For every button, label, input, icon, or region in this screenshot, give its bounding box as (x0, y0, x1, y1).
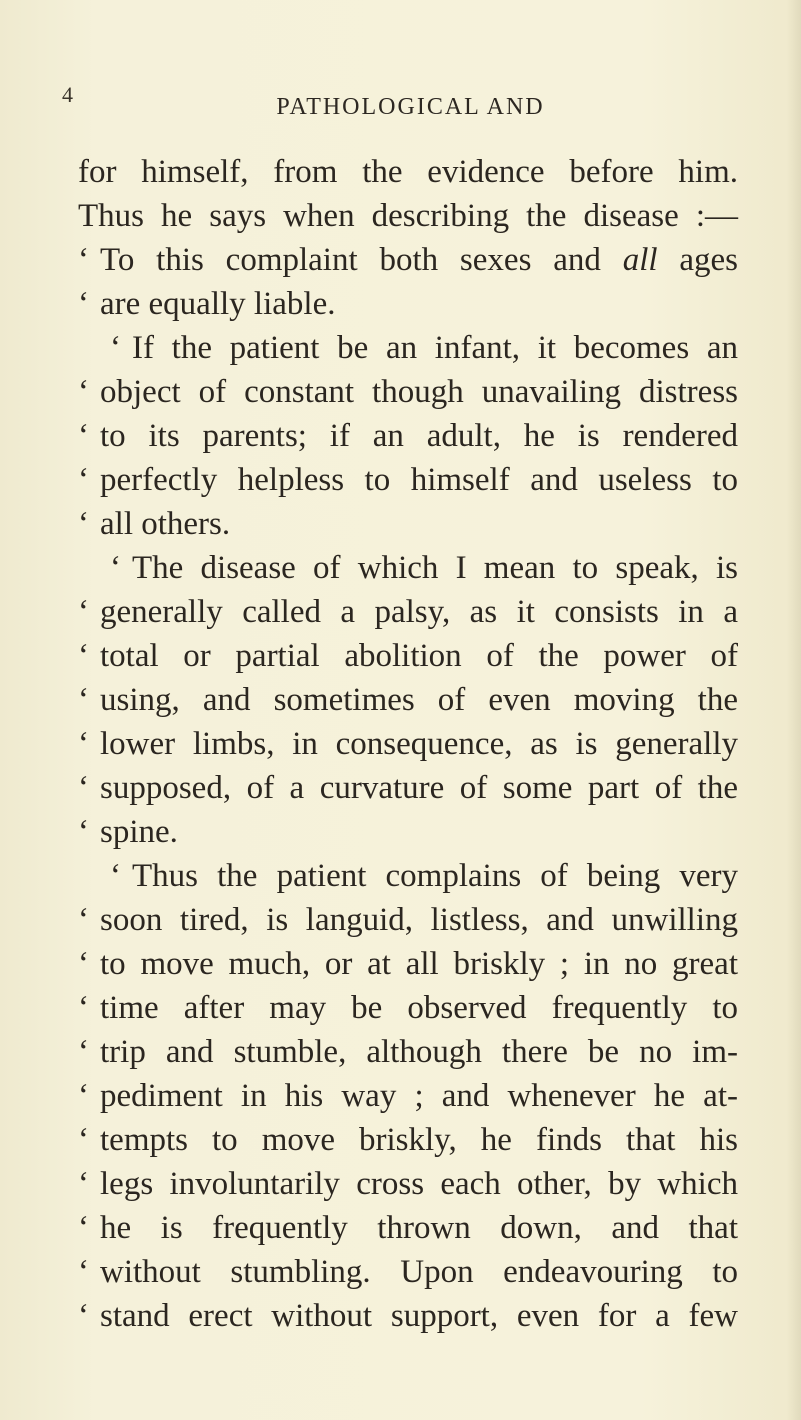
line-text: time after may be observed frequently to (100, 990, 738, 1026)
text-line (78, 1074, 738, 1118)
line-text: supposed, of a curvature of some part of the (100, 770, 738, 806)
line-text: legs involuntarily cross each other, by which (100, 1166, 738, 1202)
line-text: perfectly helpless to himself and useless to (100, 462, 738, 498)
quote-mark: ‘ (78, 374, 89, 410)
quote-mark: ‘ (78, 770, 89, 806)
quote-mark: ‘ (78, 682, 89, 718)
quote-mark: ‘ (78, 1078, 89, 1114)
text-line (78, 1118, 738, 1162)
text-line (78, 898, 738, 942)
line-text: stand erect without support, even for a few (100, 1298, 738, 1334)
quote-mark: ‘ (110, 330, 121, 366)
line-text: To this complaint both sexes and all ages (100, 242, 739, 278)
line-text: using, and sometimes of even moving the (100, 682, 738, 718)
text-line (78, 942, 738, 986)
text-line (78, 546, 738, 590)
line-text: The disease of which I mean to speak, is (132, 550, 738, 586)
line-text: to move much, or at all briskly ; in no great (100, 946, 738, 982)
line-text: tempts to move briskly, he finds that his (100, 1122, 738, 1158)
line-text: trip and stumble, although there be no im- (100, 1034, 738, 1070)
text-line (78, 414, 738, 458)
line-text: object of constant though unavailing distress (100, 374, 738, 410)
text-line (78, 590, 738, 634)
text-line (78, 1250, 738, 1294)
text-line (78, 1206, 738, 1250)
line-text: soon tired, is languid, listless, and unwilling (100, 902, 738, 938)
line-text: pediment in his way ; and whenever he at- (100, 1078, 738, 1114)
line-text: Thus he says when describing the disease :— (78, 198, 738, 234)
line-text: to its parents; if an adult, he is rendered (100, 418, 738, 454)
line-text: are equally liable. (100, 286, 336, 322)
text-line (78, 238, 738, 282)
line-text: all others. (100, 506, 231, 542)
quote-mark: ‘ (78, 418, 89, 454)
text-line (78, 502, 738, 546)
text-line (78, 678, 738, 722)
text-line (78, 458, 738, 502)
text-line (78, 810, 738, 854)
page-number: 4 (62, 82, 73, 107)
text-line (78, 854, 738, 898)
line-text: for himself, from the evidence before him. (78, 154, 738, 190)
text-line (78, 722, 738, 766)
quote-mark: ‘ (78, 1166, 89, 1202)
quote-mark: ‘ (78, 990, 89, 1026)
running-head: PATHOLOGICAL AND (276, 94, 545, 120)
text-line (78, 282, 738, 326)
quote-mark: ‘ (78, 1210, 89, 1246)
quote-mark: ‘ (78, 506, 89, 542)
italic-word: all (622, 242, 658, 278)
text-line (78, 1162, 738, 1206)
quote-mark: ‘ (78, 638, 89, 674)
quote-mark: ‘ (78, 1298, 89, 1334)
text-line (78, 986, 738, 1030)
text-line (78, 1030, 738, 1074)
quote-mark: ‘ (78, 242, 89, 278)
quote-mark: ‘ (110, 858, 121, 894)
page-edge-shadow (787, 0, 801, 1420)
quote-mark: ‘ (78, 286, 89, 322)
line-text: If the patient be an infant, it becomes an (132, 330, 738, 366)
line-text: without stumbling. Upon endeavouring to (100, 1254, 738, 1290)
line-text: spine. (100, 814, 178, 850)
text-line (78, 370, 738, 414)
text-line (78, 1294, 738, 1338)
quote-mark: ‘ (78, 1254, 89, 1290)
text-line (78, 150, 738, 194)
text-line (78, 194, 738, 238)
text-line (78, 766, 738, 810)
line-text: generally called a palsy, as it consists in a (100, 594, 738, 630)
body-text (78, 150, 738, 1338)
quote-mark: ‘ (78, 814, 89, 850)
text-line (78, 326, 738, 370)
quote-mark: ‘ (78, 462, 89, 498)
quote-mark: ‘ (78, 594, 89, 630)
line-text: total or partial abolition of the power of (100, 638, 738, 674)
quote-mark: ‘ (78, 1122, 89, 1158)
line-text: he is frequently thrown down, and that (100, 1210, 738, 1246)
quote-mark: ‘ (78, 902, 89, 938)
line-text: lower limbs, in consequence, as is generally (100, 726, 738, 762)
quote-mark: ‘ (78, 1034, 89, 1070)
line-text: Thus the patient complains of being very (132, 858, 738, 894)
quote-mark: ‘ (78, 726, 89, 762)
quote-mark: ‘ (110, 550, 121, 586)
text-line (78, 634, 738, 678)
quote-mark: ‘ (78, 946, 89, 982)
